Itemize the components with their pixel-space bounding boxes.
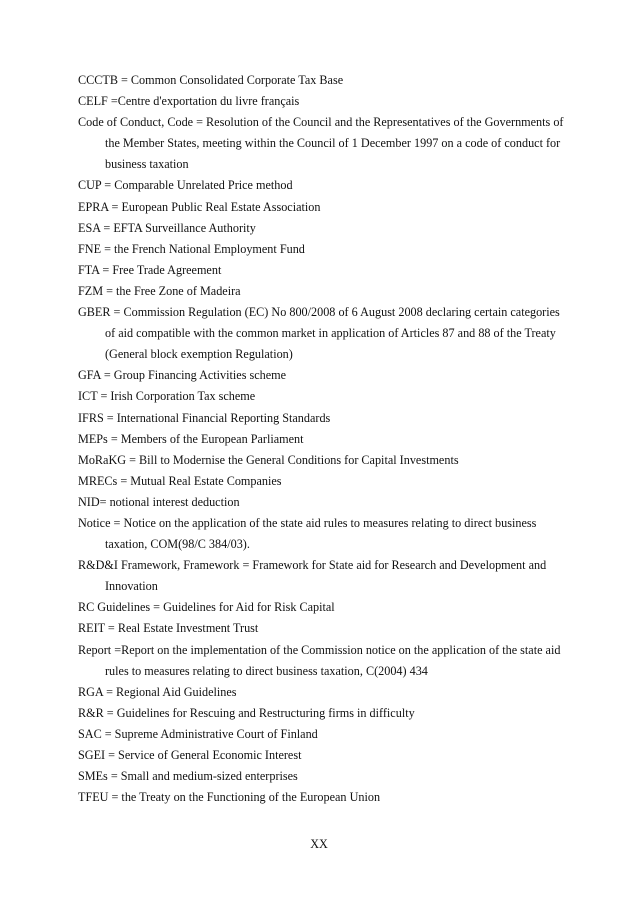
abbreviation-entry: ICT = Irish Corporation Tax scheme <box>78 389 256 404</box>
abbreviation-entry: Notice = Notice on the application of the state aid rules to measures relating to direct business taxation, COM(98/C 384/03). <box>78 515 537 552</box>
abbreviation-entry: R&R = Guidelines for Rescuing and Restructuring firms in difficulty <box>78 705 415 720</box>
page-number: XX <box>310 837 328 851</box>
abbreviation-entry: SAC = Supreme Administrative Court of Finland <box>78 726 318 741</box>
abbreviation-entry: MRECs = Mutual Real Estate Companies <box>78 473 282 488</box>
abbreviation-entry: IFRS = International Financial Reporting Standards <box>78 410 331 425</box>
abbreviation-entry: SMEs = Small and medium-sized enterprises <box>78 769 298 784</box>
abbreviation-entry: EPRA = European Public Real Estate Association <box>78 199 321 214</box>
abbreviation-entry: GFA = Group Financing Activities scheme <box>78 368 287 383</box>
abbreviation-entry: NID= notional interest deduction <box>78 494 240 509</box>
abbreviation-entry: MEPs = Members of the European Parliament <box>78 431 304 446</box>
abbreviation-entry: ESA = EFTA Surveillance Authority <box>78 220 256 235</box>
abbreviation-entry: CUP = Comparable Unrelated Price method <box>78 178 293 193</box>
abbreviation-entry: GBER = Commission Regulation (EC) No 800/2008 of 6 August 2008 declaring certain categories of aid compatible with the common market in application of Articles 87 and 88 of the Treaty (General block exemption Regulation) <box>78 305 560 362</box>
abbreviation-entry: RGA = Regional Aid Guidelines <box>78 684 237 699</box>
abbreviation-entry: FNE = the French National Employment Fund <box>78 241 305 256</box>
abbreviation-entry: FZM = the Free Zone of Madeira <box>78 283 241 298</box>
abbreviation-list <box>78 70 568 808</box>
abbreviation-entry: SGEI = Service of General Economic Interest <box>78 748 302 762</box>
abbreviation-entry: Code of Conduct, Code = Resolution of the Council and the Representatives of the Governments of the Member States, meeting within the Council of 1 December 1997 on a code of conduct for business taxation <box>78 115 564 172</box>
abbreviation-entry: CCCTB = Common Consolidated Corporate Tax Base <box>78 73 344 87</box>
abbreviation-entry: FTA = Free Trade Agreement <box>78 262 222 277</box>
abbreviation-entry: REIT = Real Estate Investment Trust <box>78 621 259 636</box>
abbreviation-entry: RC Guidelines = Guidelines for Aid for Risk Capital <box>78 600 335 615</box>
abbreviation-entry: Report =Report on the implementation of the Commission notice on the application of the state aid rules to measures relating to direct business taxation, C(2004) 434 <box>78 642 561 678</box>
abbreviation-entry: MoRaKG = Bill to Modernise the General Conditions for Capital Investments <box>78 452 459 467</box>
abbreviation-entry: TFEU = the Treaty on the Functioning of the European Union <box>78 790 381 805</box>
abbreviation-entry: CELF =Centre d'exportation du livre français <box>78 94 300 109</box>
abbreviation-entry: R&D&I Framework, Framework = Framework for State aid for Research and Development and Innovation <box>78 558 547 594</box>
